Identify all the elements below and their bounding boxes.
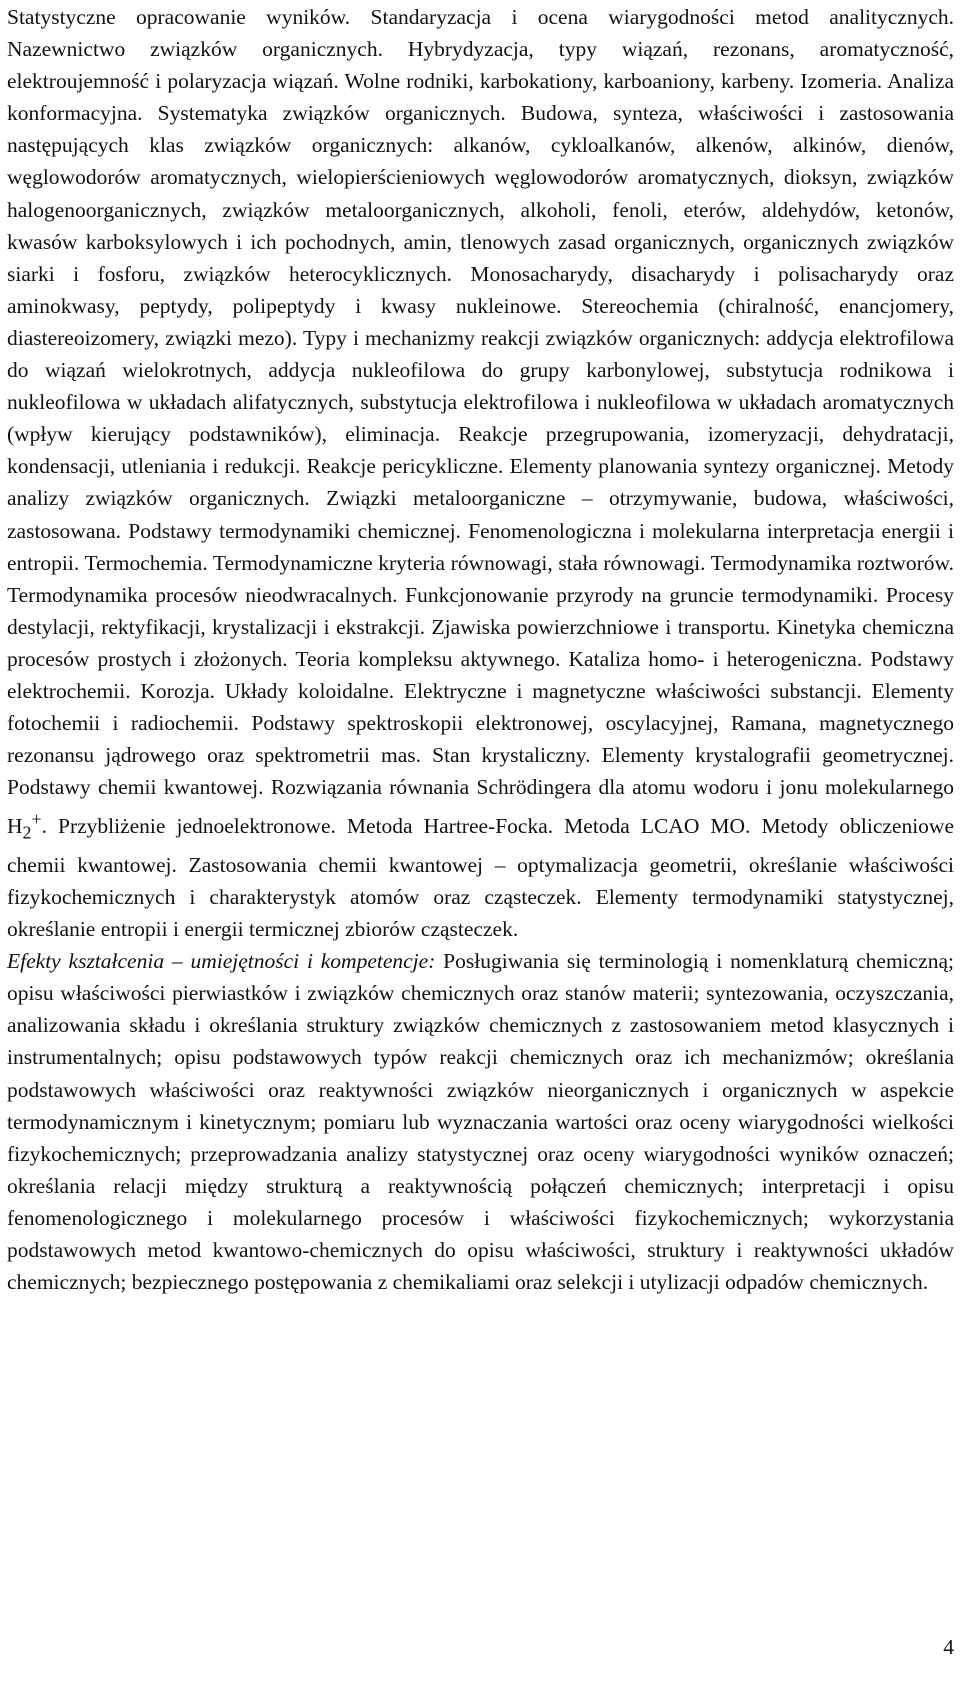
page-number: 4	[943, 1635, 954, 1659]
learning-outcomes-text: Posługiwania się terminologią i nomenklaturą chemiczną; opisu właściwości pierwiastków i związków chemicznych oraz stanów materii; syntezowania, oczyszczania, analizowania składu i określania struktury związków chemicznych z zastosowaniem metod klasycznych i instrumentalnych; opisu podstawowych typów reakcji chemicznych oraz ich mechanizmów; określania podstawowych właściwości oraz reaktywności związków nieorganicznych i organicznych w aspekcie termodynamicznym i kinetycznym; pomiaru lub wyznaczania wartości oraz oceny wiarygodności wielkości fizykochemicznych; przeprowadzania analizy statystycznej oraz oceny wiarygodności wyników oznaczeń; określania relacji między strukturą a reaktywnością połączeń chemicznych; interpretacji i opisu fenomenologicznego i molekularnego procesów i właściwości fizykochemicznych; wykorzystania podstawowych metod kwantowo-chemicznych do opisu właściwości, struktury i reaktywności układów chemicznych; bezpiecznego postępowania z chemikaliami oraz selekcji i utylizacji odpadów chemicznych.	[7, 949, 954, 1295]
learning-outcomes-label: Efekty kształcenia – umiejętności i kompetencje:	[7, 949, 436, 974]
document-body	[7, 1, 954, 1298]
h2-subscript: 2	[22, 822, 32, 843]
course-content-text: Statystyczne opracowanie wyników. Standaryzacja i ocena wiarygodności metod analitycznych. Nazewnictwo związków organicznych. Hybrydyzacja, typy wiązań, rezonans, aromatyczność, elektroujemność i polaryzacja wiązań. Wolne rodniki, karbokationy, karboaniony, karbeny. Izomeria. Analiza konformacyjna. Systematyka związków organicznych. Budowa, synteza, właściwości i zastosowania następujących klas związków organicznych: alkanów, cykloalkanów, alkenów, alkinów, dienów, węglowodorów aromatycznych, wielopierścieniowych węglowodorów aromatycznych, dioksyn, związków halogenoorganicznych, związków metaloorganicznych, alkoholi, fenoli, eterów, aldehydów, ketonów, kwasów karboksylowych i ich pochodnych, amin, tlenowych zasad organicznych, organicznych związków siarki i fosforu, związków heterocyklicznych. Monosacharydy, disacharydy i polisacharydy oraz aminokwasy, peptydy, polipeptydy i kwasy nukleinowe. Stereochemia (chiralność, enancjomery, diastereoizomery, związki mezo). Typy i mechanizmy reakcji związków organicznych: addycja elektrofilowa do wiązań wielokrotnych, addycja nukleofilowa do grupy karbonylowej, substytucja rodnikowa i nukleofilowa w układach alifatycznych, substytucja elektrofilowa i nukleofilowa w układach aromatycznych (wpływ kierujący podstawników), eliminacja. Reakcje przegrupowania, izomeryzacji, dehydratacji, kondensacji, utleniania i redukcji. Reakcje pericykliczne. Elementy planowania syntezy organicznej. Metody analizy związków organicznych. Związki metaloorganiczne – otrzymywanie, budowa, właściwości, zastosowana. Podstawy termodynamiki chemicznej. Fenomenologiczna i molekularna interpretacja energii i entropii. Termochemia. Termodynamiczne kryteria równowagi, stała równowagi. Termodynamika roztworów. Termodynamika procesów nieodwracalnych. Funkcjonowanie przyrody na gruncie termodynamiki. Procesy destylacji, rektyfikacji, krystalizacji i ekstrakcji. Zjawiska powierzchniowe i transportu. Kinetyka chemiczna procesów prostych i złożonych. Teoria kompleksu aktywnego. Kataliza homo- i heterogeniczna. Podstawy elektrochemii. Korozja. Układy koloidalne. Elektryczne i magnetyczne właściwości substancji. Elementy fotochemii i radiochemii. Podstawy spektroskopii elektronowej, oscylacyjnej, Ramana, magnetycznego rezonansu jądrowego oraz spektrometrii mas. Stan krystaliczny. Elementy krystalografii geometrycznej. Podstawy chemii kwantowej. Rozwiązania równania Schrödingera dla atomu wodoru i jonu molekularnego H	[7, 5, 954, 839]
learning-outcomes-paragraph	[7, 945, 954, 1298]
h2-superscript: +	[31, 809, 42, 830]
course-content-paragraph	[7, 1, 954, 945]
course-content-text-continued: . Przybliżenie jednoelektronowe. Metoda Hartree-Focka. Metoda LCAO MO. Metody obliczeniowe chemii kwantowej. Zastosowania chemii kwantowej – optymalizacja geometrii, określanie właściwości fizykochemicznych i charakterystyk atomów oraz cząsteczek. Elementy termodynamiki statystycznej, określanie entropii i energii termicznej zbiorów cząsteczek.	[7, 814, 954, 942]
